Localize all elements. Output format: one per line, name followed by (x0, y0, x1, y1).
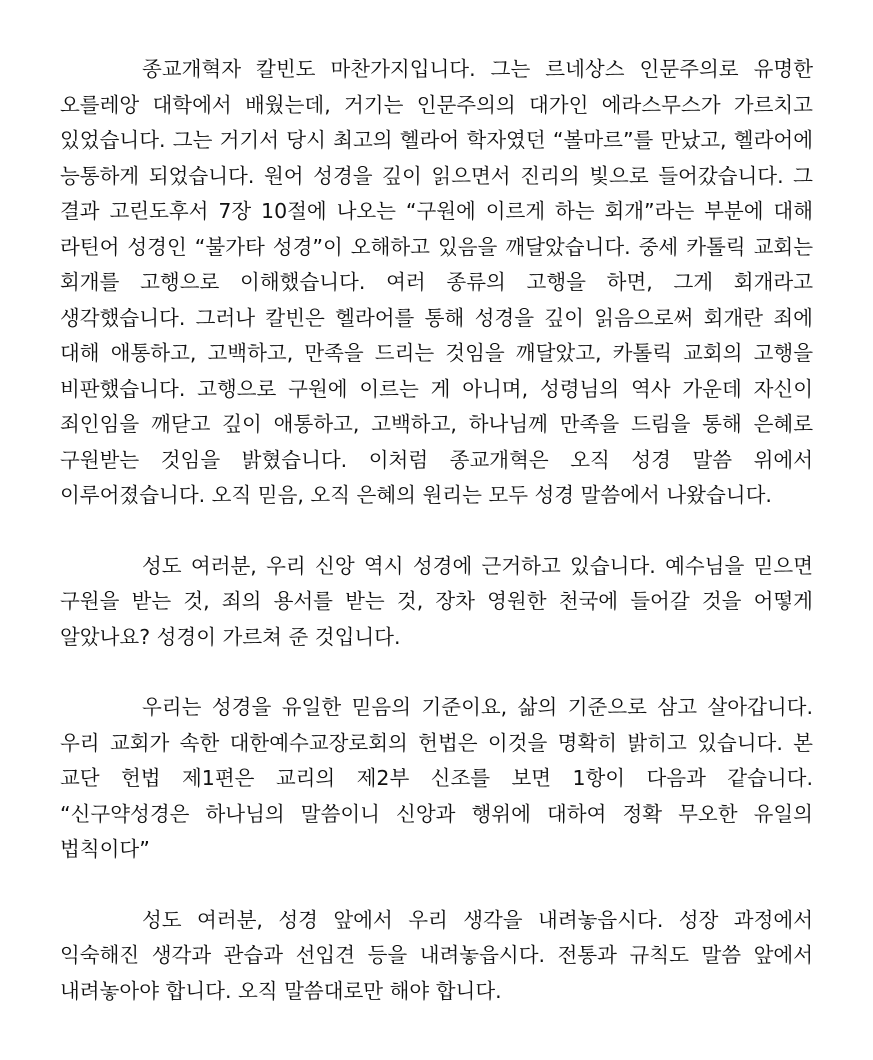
paragraph-church-constitution: 우리는 성경을 유일한 믿음의 기준이요, 삶의 기준으로 삼고 살아갑니다. 우리 교회가 속한 대한예수교장로회의 헌법은 이것을 명확히 밝히고 있습니다. 본 교단 헌법 제1편은 교리의 제2부 신조를 보면 1항이 다음과 같습니다. “신구약성경은 하나님의 말씀이니 신앙과 행위에 대하여 정확 무오한 유일의 법칙이다” (60, 695, 813, 861)
paragraph-faith-based-on-scripture: 성도 여러분, 우리 신앙 역시 성경에 근거하고 있습니다. 예수님을 믿으면 구원을 받는 것, 죄의 용서를 받는 것, 장차 영원한 천국에 들어갈 것을 어떻게 알았나요? 성경이 가르쳐 준 것입니다. (60, 553, 813, 649)
paragraph-lay-down-thoughts: 성도 여러분, 성경 앞에서 우리 생각을 내려놓읍시다. 성장 과정에서 익숙해진 생각과 관습과 선입견 등을 내려놓읍시다. 전통과 규칙도 말씀 앞에서 내려놓아야 합니다. 오직 말씀대로만 해야 합니다. (60, 907, 813, 1003)
paragraph-calvin-reformation: 종교개혁자 칼빈도 마찬가지입니다. 그는 르네상스 인문주의로 유명한 오를레앙 대학에서 배웠는데, 거기는 인문주의의 대가인 에라스무스가 가르치고 있었습니다. 그는 거기서 당시 최고의 헬라어 학자였던 “볼마르”를 만났고, 헬라어에 능통하게 되었습니다. 원어 성경을 깊이 읽으면서 진리의 빛으로 들어갔습니다. 그 결과 고린도후서 7장 10절에 나오는 “구원에 이르게 하는 회개”라는 부분에 대해 라틴어 성경인 “불가타 성경”이 오해하고 있음을 깨달았습니다. 중세 카톨릭 교회는 회개를 고행으로 이해했습니다. 여러 종류의 고행을 하면, 그게 회개라고 생각했습니다. 그러나 칼빈은 헬라어를 통해 성경을 깊이 읽음으로써 회개란 죄에 대해 애통하고, 고백하고, 만족을 드리는 것임을 깨달았고, 카톨릭 교회의 고행을 비판했습니다. 고행으로 구원에 이르는 게 아니며, 성령님의 역사 가운데 자신이 죄인임을 깨닫고 깊이 애통하고, 고백하고, 하나님께 만족을 드림을 통해 은혜로 구원받는 것임을 밝혔습니다. 이처럼 종교개혁은 오직 성경 말씀 위에서 이루어졌습니다. 오직 믿음, 오직 은혜의 원리는 모두 성경 말씀에서 나왔습니다. (60, 57, 813, 507)
